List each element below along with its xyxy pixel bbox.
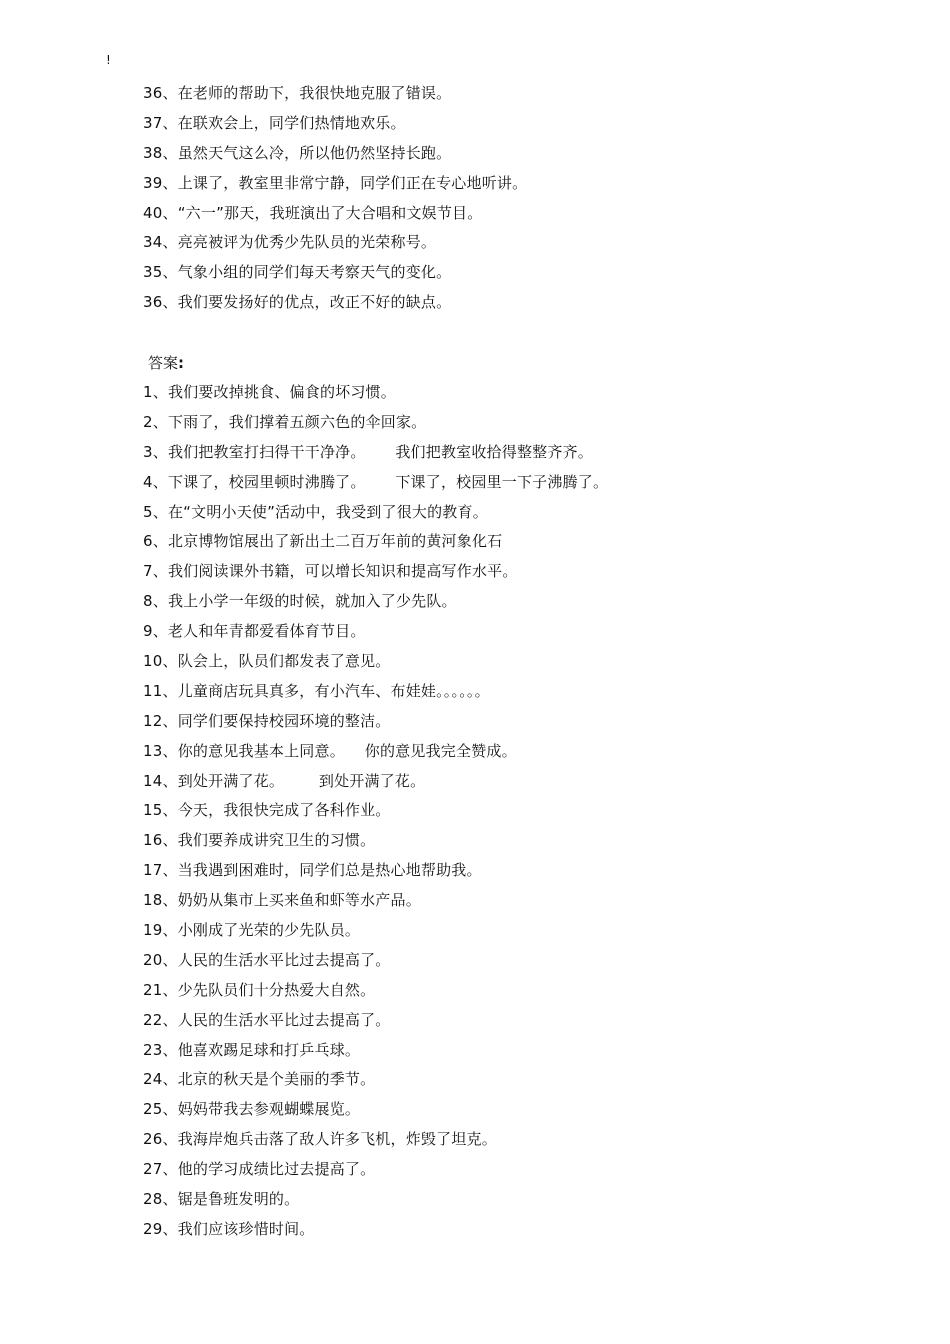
answer-number: 22 — [143, 1010, 163, 1029]
answer-text: 、我上小学一年级的时候，就加入了少先队。 — [152, 592, 457, 611]
question-number: 38 — [143, 143, 163, 162]
question-number: 34 — [143, 233, 163, 252]
answer-text: 、今天，我很快完成了各科作业。 — [162, 801, 391, 820]
answer-text: 、人民的生活水平比过去提高了。 — [162, 1010, 391, 1029]
answer-text: 、当我遇到困难时，同学们总是热心地帮助我。 — [162, 861, 482, 880]
answer-item — [143, 856, 608, 886]
answer-number: 20 — [143, 950, 163, 969]
answer-number: 4 — [143, 472, 153, 491]
question-text: 、我们要发扬好的优点，改正不好的缺点。 — [162, 293, 452, 312]
answer-number: 2 — [143, 412, 153, 431]
answer-item — [143, 438, 608, 468]
answer-text: 、锯是鲁班发明的。 — [162, 1190, 300, 1209]
answer-text: 、他的学习成绩比过去提高了。 — [162, 1160, 376, 1179]
answer-item — [143, 408, 608, 438]
question-item — [143, 199, 527, 229]
answer-item — [143, 468, 608, 498]
answer-item — [143, 1006, 608, 1036]
answer-text: 、北京博物馆展出了新出土二百万年前的黄河象化石 — [152, 532, 503, 551]
answer-number: 28 — [143, 1190, 163, 1209]
question-number: 39 — [143, 173, 163, 192]
answer-item — [143, 886, 608, 916]
answer-item — [143, 557, 608, 587]
question-number: 35 — [143, 263, 163, 282]
answer-number: 3 — [143, 442, 153, 461]
question-list — [143, 79, 527, 318]
question-text: 、亮亮被评为优秀少先队员的光荣称号。 — [162, 233, 437, 252]
question-text: 、在联欢会上，同学们热情地欢乐。 — [162, 113, 406, 132]
question-number: 36 — [143, 293, 163, 312]
answer-text: 、下课了，校园里顿时沸腾了。 下课了，校园里一下子沸腾了。 — [152, 472, 609, 491]
question-number: 36 — [143, 84, 163, 102]
answer-number: 9 — [143, 622, 153, 641]
answer-item — [143, 796, 608, 826]
question-text: 、气象小组的同学们每天考察天气的变化。 — [162, 263, 452, 282]
answer-text: 、队会上，队员们都发表了意见。 — [162, 652, 391, 671]
answer-text: 、老人和年青都爱看体育节目。 — [152, 622, 366, 641]
answer-text: 、我海岸炮兵击落了敌人许多飞机，炸毁了坦克。 — [162, 1130, 497, 1149]
answer-text: 、儿童商店玩具真多，有小汽车、布娃娃。。。。。。 — [162, 681, 490, 700]
answer-text: 、人民的生活水平比过去提高了。 — [162, 950, 391, 969]
answer-number: 29 — [143, 1219, 163, 1238]
answer-text: 、在“文明小天使”活动中，我受到了很大的教育。 — [152, 502, 488, 521]
answer-text: 、我们把教室打扫得干干净净。 我们把教室收拾得整整齐齐。 — [152, 442, 593, 461]
answer-number: 5 — [143, 502, 153, 521]
answer-item — [143, 1155, 608, 1185]
answer-item — [143, 617, 608, 647]
question-text: 、上课了，教室里非常宁静，同学们正在专心地听讲。 — [162, 173, 528, 192]
answers-heading-colon: : — [178, 354, 185, 372]
answer-item — [143, 826, 608, 856]
question-item — [143, 79, 527, 109]
answer-number: 25 — [143, 1100, 163, 1119]
answer-text: 、少先队员们十分热爱大自然。 — [162, 980, 376, 999]
answer-number: 16 — [143, 831, 163, 850]
question-item — [143, 109, 527, 139]
answer-item — [143, 1215, 608, 1245]
answer-item — [143, 1065, 608, 1095]
answer-number: 23 — [143, 1040, 163, 1059]
answer-number: 19 — [143, 921, 163, 940]
answer-number: 12 — [143, 711, 163, 730]
answer-number: 15 — [143, 801, 163, 820]
answer-text: 、北京的秋天是个美丽的季节。 — [162, 1070, 376, 1089]
answer-number: 21 — [143, 980, 163, 999]
answer-item — [143, 707, 608, 737]
question-number: 40 — [143, 203, 163, 222]
answer-number: 18 — [143, 891, 163, 910]
answer-text: 、我们要改掉挑食、偏食的坏习惯。 — [152, 383, 396, 401]
question-item — [143, 169, 527, 199]
answer-list — [143, 378, 608, 1245]
answer-item — [143, 378, 608, 408]
answer-item — [143, 1036, 608, 1066]
answer-item — [143, 976, 608, 1006]
answer-item — [143, 677, 608, 707]
answer-item — [143, 527, 608, 557]
answer-number: 24 — [143, 1070, 163, 1089]
answer-text: 、妈妈带我去参观蝴蝶展览。 — [162, 1100, 361, 1119]
answer-item — [143, 1125, 608, 1155]
answer-text: 、我们阅读课外书籍，可以增长知识和提高写作水平。 — [152, 562, 518, 581]
answer-text: 、我们要养成讲究卫生的习惯。 — [162, 831, 376, 850]
answer-number: 1 — [143, 383, 153, 401]
answers-heading-text: 答案 — [148, 354, 179, 372]
answer-number: 17 — [143, 861, 163, 880]
answer-number: 26 — [143, 1130, 163, 1149]
question-item — [143, 258, 527, 288]
answer-item — [143, 1185, 608, 1215]
answer-text: 、下雨了，我们撑着五颜六色的伞回家。 — [152, 412, 427, 431]
answer-item — [143, 916, 608, 946]
answer-item — [143, 1095, 608, 1125]
answer-item — [143, 767, 608, 797]
answer-number: 10 — [143, 652, 163, 671]
page-mark: ! — [106, 53, 111, 67]
answer-item — [143, 737, 608, 767]
answer-number: 13 — [143, 741, 163, 760]
question-item — [143, 288, 527, 318]
answer-number: 14 — [143, 771, 163, 790]
answer-text: 、小刚成了光荣的少先队员。 — [162, 921, 361, 940]
answer-number: 27 — [143, 1160, 163, 1179]
answers-heading — [148, 348, 184, 378]
answer-item — [143, 946, 608, 976]
answer-number: 11 — [143, 681, 163, 700]
answer-text: 、到处开满了花。 到处开满了花。 — [162, 771, 426, 790]
question-text: 、虽然天气这么冷，所以他仍然坚持长跑。 — [162, 143, 452, 162]
answer-item — [143, 647, 608, 677]
answer-text: 、我们应该珍惜时间。 — [162, 1219, 315, 1238]
question-number: 37 — [143, 113, 163, 132]
answer-text: 、他喜欢踢足球和打乒乓球。 — [162, 1040, 361, 1059]
answer-number: 6 — [143, 532, 153, 551]
answer-text: 、同学们要保持校园环境的整洁。 — [162, 711, 391, 730]
question-text: 、“六一”那天，我班演出了大合唱和文娱节目。 — [162, 203, 483, 222]
answer-text: 、奶奶从集市上买来鱼和虾等水产品。 — [162, 891, 421, 910]
answer-text: 、你的意见我基本上同意。 你的意见我完全赞成。 — [162, 741, 517, 760]
question-item — [143, 228, 527, 258]
question-text: 、在老师的帮助下，我很快地克服了错误。 — [162, 84, 452, 102]
answer-item — [143, 587, 608, 617]
answer-number: 7 — [143, 562, 153, 581]
question-item — [143, 139, 527, 169]
answer-item — [143, 498, 608, 528]
answer-number: 8 — [143, 592, 153, 611]
